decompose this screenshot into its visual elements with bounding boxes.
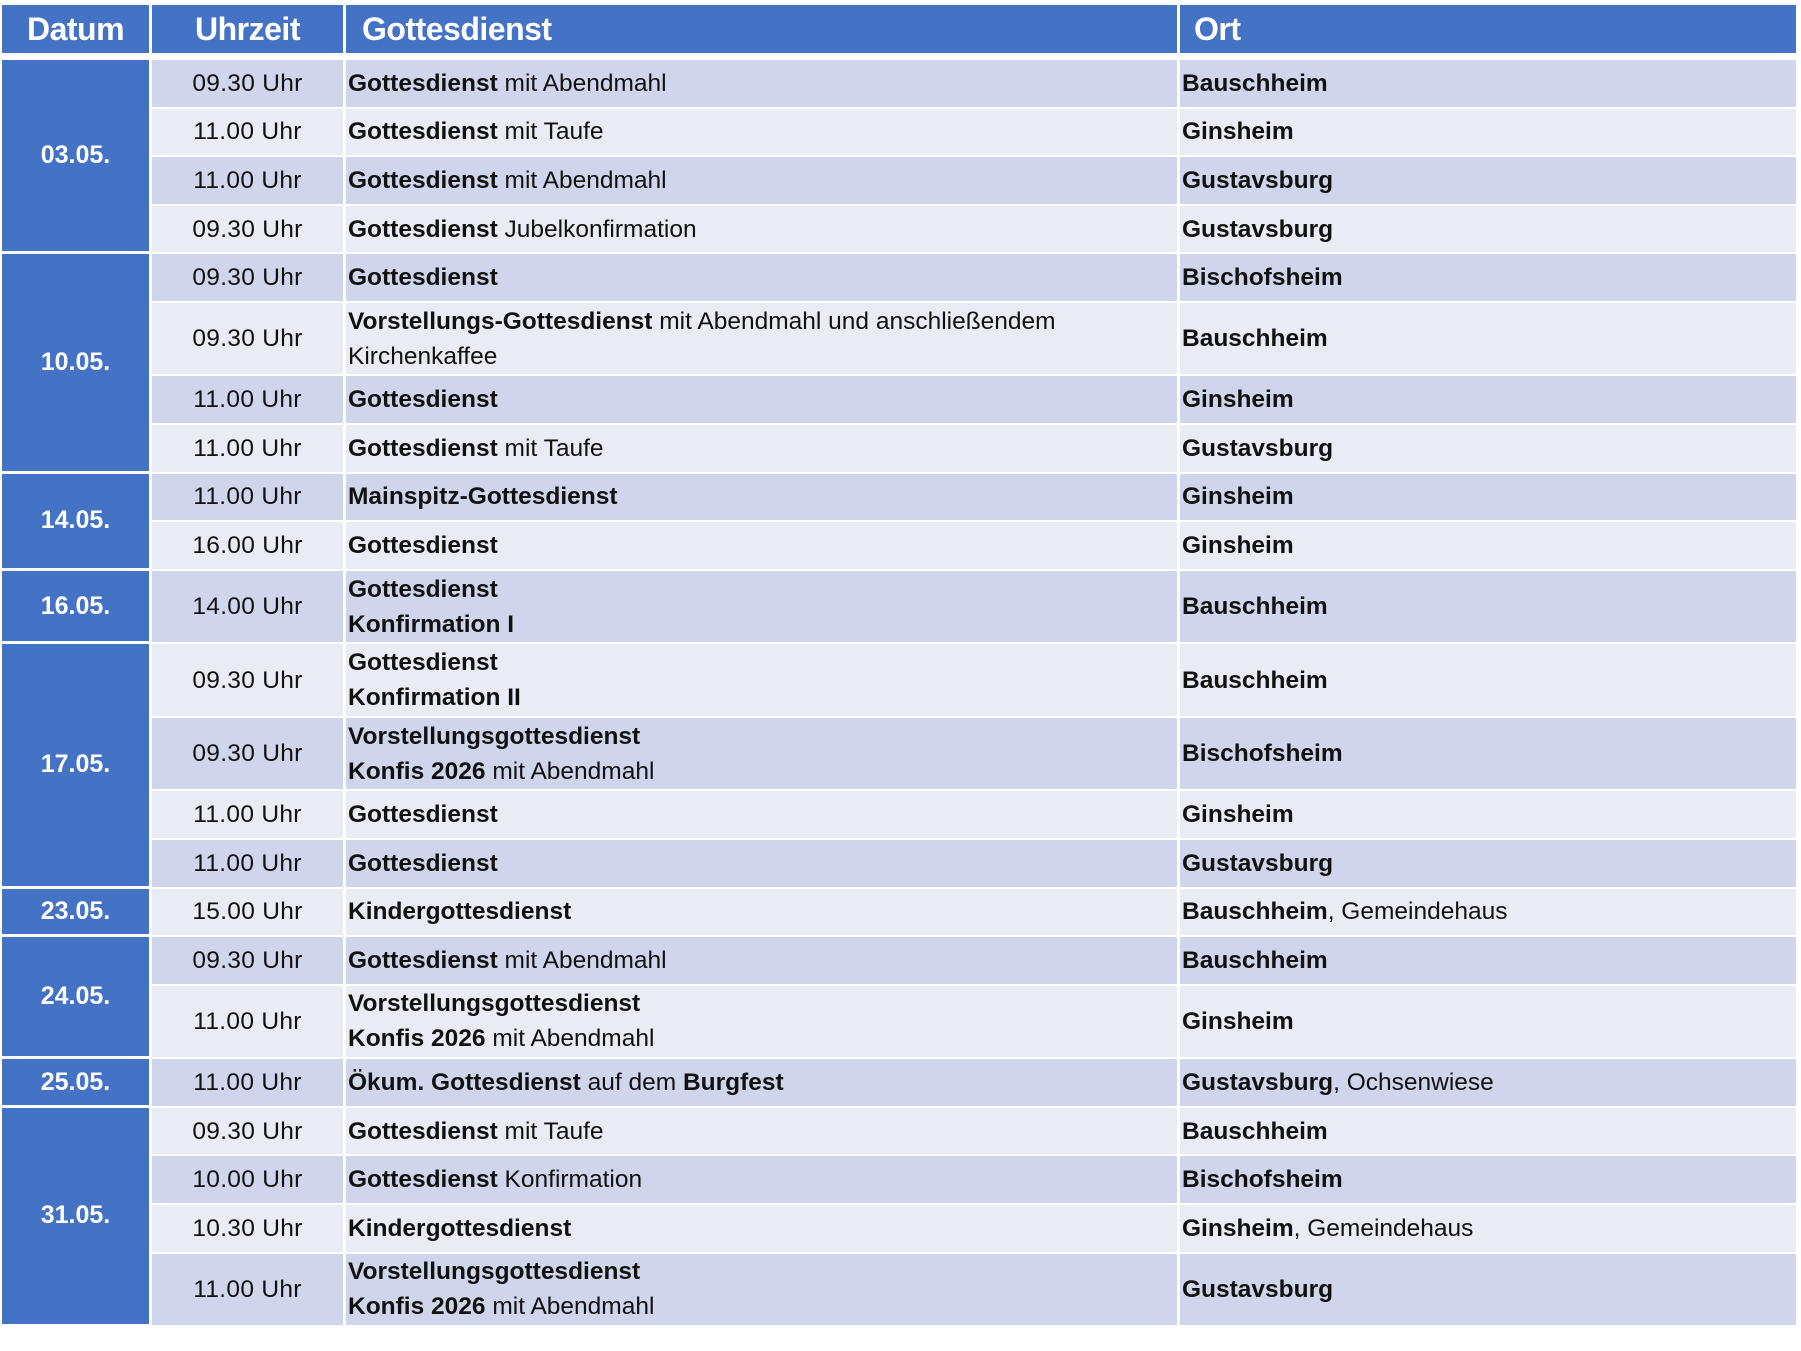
place-cell	[1180, 718, 1796, 792]
time-cell: 10.00 Uhr	[152, 1156, 346, 1205]
date-cell: 23.05.	[2, 889, 152, 938]
service-bold: Mainspitz-Gottesdienst	[348, 483, 618, 511]
date-cell: 31.05.	[2, 1108, 152, 1327]
service-bold-line2: Konfis 2026	[348, 1025, 486, 1053]
place-bold: Ginsheim	[1182, 532, 1294, 560]
place-cell	[1180, 571, 1796, 645]
place-text: , Gemeindehaus	[1327, 898, 1508, 926]
service-bold: Gottesdienst	[348, 946, 498, 974]
service-bold: Kindergottesdienst	[348, 898, 572, 926]
place-bold: Gustavsburg	[1182, 1275, 1334, 1303]
time-cell: 11.00 Uhr	[152, 376, 346, 425]
place-cell	[1180, 986, 1796, 1060]
time-cell: 15.00 Uhr	[152, 889, 346, 938]
service-cell	[346, 644, 1180, 718]
table-row	[2, 1254, 1796, 1328]
table-row	[2, 791, 1796, 840]
service-bold-line2: Konfirmation I	[348, 610, 515, 638]
place-bold: Ginsheim	[1182, 118, 1294, 146]
time-cell: 09.30 Uhr	[152, 644, 346, 718]
place-bold: Ginsheim	[1182, 483, 1294, 511]
place-bold: Bischofsheim	[1182, 740, 1343, 768]
service-text: Jubelkonfirmation	[497, 215, 697, 243]
time-cell: 11.00 Uhr	[152, 109, 346, 158]
service-bold: Gottesdienst	[348, 166, 498, 194]
place-cell	[1180, 889, 1796, 938]
service-cell	[346, 425, 1180, 474]
service-cell	[346, 254, 1180, 303]
service-bold: Kindergottesdienst	[348, 1214, 572, 1242]
service-cell	[346, 937, 1180, 986]
table-row	[2, 840, 1796, 889]
service-text: mit Abendmahl	[497, 69, 667, 97]
place-cell	[1180, 157, 1796, 206]
service-bold-line2: Konfis 2026	[348, 1293, 486, 1321]
service-cell	[346, 1156, 1180, 1205]
time-cell: 09.30 Uhr	[152, 1108, 346, 1157]
service-bold: Vorstellungsgottesdienst	[348, 990, 641, 1018]
place-cell	[1180, 644, 1796, 718]
service-text-line2: mit Abendmahl	[485, 1293, 655, 1321]
table-row	[2, 522, 1796, 571]
time-cell: 11.00 Uhr	[152, 791, 346, 840]
date-cell: 10.05.	[2, 254, 152, 473]
place-bold: Gustavsburg	[1182, 1069, 1334, 1097]
service-cell	[346, 791, 1180, 840]
service-bold: Gottesdienst	[348, 849, 498, 877]
service-bold: Gottesdienst	[348, 264, 498, 292]
table-row	[2, 1059, 1796, 1108]
time-cell: 09.30 Uhr	[152, 60, 346, 109]
date-cell: 14.05.	[2, 474, 152, 571]
service-text: mit Taufe	[497, 118, 604, 146]
place-bold: Bauschheim	[1182, 593, 1328, 621]
service-text-line2: mit Abendmahl	[485, 757, 655, 785]
place-bold: Bischofsheim	[1182, 1166, 1343, 1194]
table-row	[2, 937, 1796, 986]
service-cell	[346, 1254, 1180, 1328]
date-cell: 03.05.	[2, 60, 152, 254]
place-cell	[1180, 474, 1796, 523]
date-cell: 25.05.	[2, 1059, 152, 1108]
date-cell: 17.05.	[2, 644, 152, 888]
service-cell	[346, 157, 1180, 206]
place-cell	[1180, 1059, 1796, 1108]
service-text: mit Abendmahl	[497, 946, 667, 974]
service-bold-line2: Konfis 2026	[348, 757, 486, 785]
place-bold: Bauschheim	[1182, 946, 1328, 974]
service-bold-end: Burgfest	[682, 1069, 784, 1097]
service-text: Konfirmation	[497, 1166, 643, 1194]
header-time: Uhrzeit	[152, 5, 346, 60]
table-row	[2, 206, 1796, 255]
table-row	[2, 571, 1796, 645]
place-text: , Gemeindehaus	[1293, 1214, 1474, 1242]
service-bold-line2: Konfirmation II	[348, 684, 521, 712]
place-cell	[1180, 109, 1796, 158]
place-cell	[1180, 60, 1796, 109]
header-place: Ort	[1180, 5, 1796, 60]
service-bold: Ökum. Gottesdienst	[348, 1069, 581, 1097]
place-text: , Ochsenwiese	[1333, 1069, 1494, 1097]
service-text: auf dem	[580, 1069, 683, 1097]
table-row	[2, 60, 1796, 109]
place-bold: Ginsheim	[1182, 801, 1294, 829]
service-bold: Vorstellungs-Gottesdienst	[348, 307, 653, 335]
place-cell	[1180, 937, 1796, 986]
date-cell: 24.05.	[2, 937, 152, 1059]
time-cell: 11.00 Uhr	[152, 1059, 346, 1108]
place-bold: Ginsheim	[1182, 1007, 1294, 1035]
place-bold: Gustavsburg	[1182, 849, 1334, 877]
table-row	[2, 254, 1796, 303]
service-bold: Gottesdienst	[348, 649, 498, 677]
table-row	[2, 1205, 1796, 1254]
place-cell	[1180, 1108, 1796, 1157]
place-bold: Ginsheim	[1182, 1214, 1294, 1242]
time-cell: 11.00 Uhr	[152, 986, 346, 1060]
service-bold: Gottesdienst	[348, 1166, 498, 1194]
service-text: mit Taufe	[497, 1117, 604, 1145]
service-bold: Gottesdienst	[348, 532, 498, 560]
table-row	[2, 718, 1796, 792]
service-cell	[346, 206, 1180, 255]
service-text: mit Abendmahl und anschließendem	[652, 307, 1056, 335]
header-date: Datum	[2, 5, 152, 60]
place-bold: Gustavsburg	[1182, 215, 1334, 243]
table-row	[2, 474, 1796, 523]
service-text-line2: Kirchenkaffee	[348, 342, 498, 370]
place-cell	[1180, 425, 1796, 474]
place-cell	[1180, 254, 1796, 303]
time-cell: 09.30 Uhr	[152, 254, 346, 303]
time-cell: 09.30 Uhr	[152, 937, 346, 986]
place-cell	[1180, 791, 1796, 840]
place-bold: Bauschheim	[1182, 898, 1328, 926]
place-cell	[1180, 376, 1796, 425]
service-cell	[346, 1205, 1180, 1254]
service-bold: Vorstellungsgottesdienst	[348, 722, 641, 750]
time-cell: 09.30 Uhr	[152, 718, 346, 792]
service-cell	[346, 840, 1180, 889]
table-row	[2, 644, 1796, 718]
time-cell: 11.00 Uhr	[152, 840, 346, 889]
time-cell: 10.30 Uhr	[152, 1205, 346, 1254]
time-cell: 14.00 Uhr	[152, 571, 346, 645]
table-row	[2, 425, 1796, 474]
time-cell: 09.30 Uhr	[152, 206, 346, 255]
date-cell: 16.05.	[2, 571, 152, 645]
service-cell	[346, 474, 1180, 523]
time-cell: 09.30 Uhr	[152, 303, 346, 377]
place-bold: Bischofsheim	[1182, 264, 1343, 292]
place-bold: Bauschheim	[1182, 325, 1328, 353]
place-bold: Gustavsburg	[1182, 434, 1334, 462]
service-text: mit Abendmahl	[497, 166, 667, 194]
time-cell: 11.00 Uhr	[152, 425, 346, 474]
service-bold: Gottesdienst	[348, 118, 498, 146]
worship-schedule-table	[2, 5, 1796, 1327]
table-row	[2, 109, 1796, 158]
service-bold: Gottesdienst	[348, 69, 498, 97]
table-row	[2, 157, 1796, 206]
service-cell	[346, 889, 1180, 938]
time-cell: 16.00 Uhr	[152, 522, 346, 571]
time-cell: 11.00 Uhr	[152, 474, 346, 523]
service-text: mit Taufe	[497, 434, 604, 462]
place-bold: Ginsheim	[1182, 386, 1294, 414]
service-cell	[346, 1108, 1180, 1157]
table-row	[2, 303, 1796, 377]
service-cell	[346, 718, 1180, 792]
service-cell	[346, 60, 1180, 109]
place-bold: Bauschheim	[1182, 1117, 1328, 1145]
service-bold: Gottesdienst	[348, 434, 498, 462]
service-cell	[346, 522, 1180, 571]
service-cell	[346, 109, 1180, 158]
place-cell	[1180, 303, 1796, 377]
service-bold: Gottesdienst	[348, 386, 498, 414]
table-row	[2, 986, 1796, 1060]
service-bold: Gottesdienst	[348, 1117, 498, 1145]
table-row	[2, 1108, 1796, 1157]
service-bold: Vorstellungsgottesdienst	[348, 1258, 641, 1286]
service-cell	[346, 376, 1180, 425]
table-row	[2, 889, 1796, 938]
place-cell	[1180, 1156, 1796, 1205]
service-bold: Gottesdienst	[348, 215, 498, 243]
time-cell: 11.00 Uhr	[152, 1254, 346, 1328]
place-cell	[1180, 1254, 1796, 1328]
service-bold: Gottesdienst	[348, 801, 498, 829]
service-cell	[346, 571, 1180, 645]
table-row	[2, 1156, 1796, 1205]
time-cell: 11.00 Uhr	[152, 157, 346, 206]
service-text-line2: mit Abendmahl	[485, 1025, 655, 1053]
service-cell	[346, 303, 1180, 377]
place-cell	[1180, 522, 1796, 571]
place-cell	[1180, 206, 1796, 255]
place-cell	[1180, 840, 1796, 889]
service-bold: Gottesdienst	[348, 575, 498, 603]
place-cell	[1180, 1205, 1796, 1254]
place-bold: Bauschheim	[1182, 666, 1328, 694]
header-service: Gottesdienst	[346, 5, 1180, 60]
header-row	[2, 5, 1796, 60]
service-cell	[346, 986, 1180, 1060]
place-bold: Bauschheim	[1182, 69, 1328, 97]
place-bold: Gustavsburg	[1182, 166, 1334, 194]
table-row	[2, 376, 1796, 425]
service-cell	[346, 1059, 1180, 1108]
